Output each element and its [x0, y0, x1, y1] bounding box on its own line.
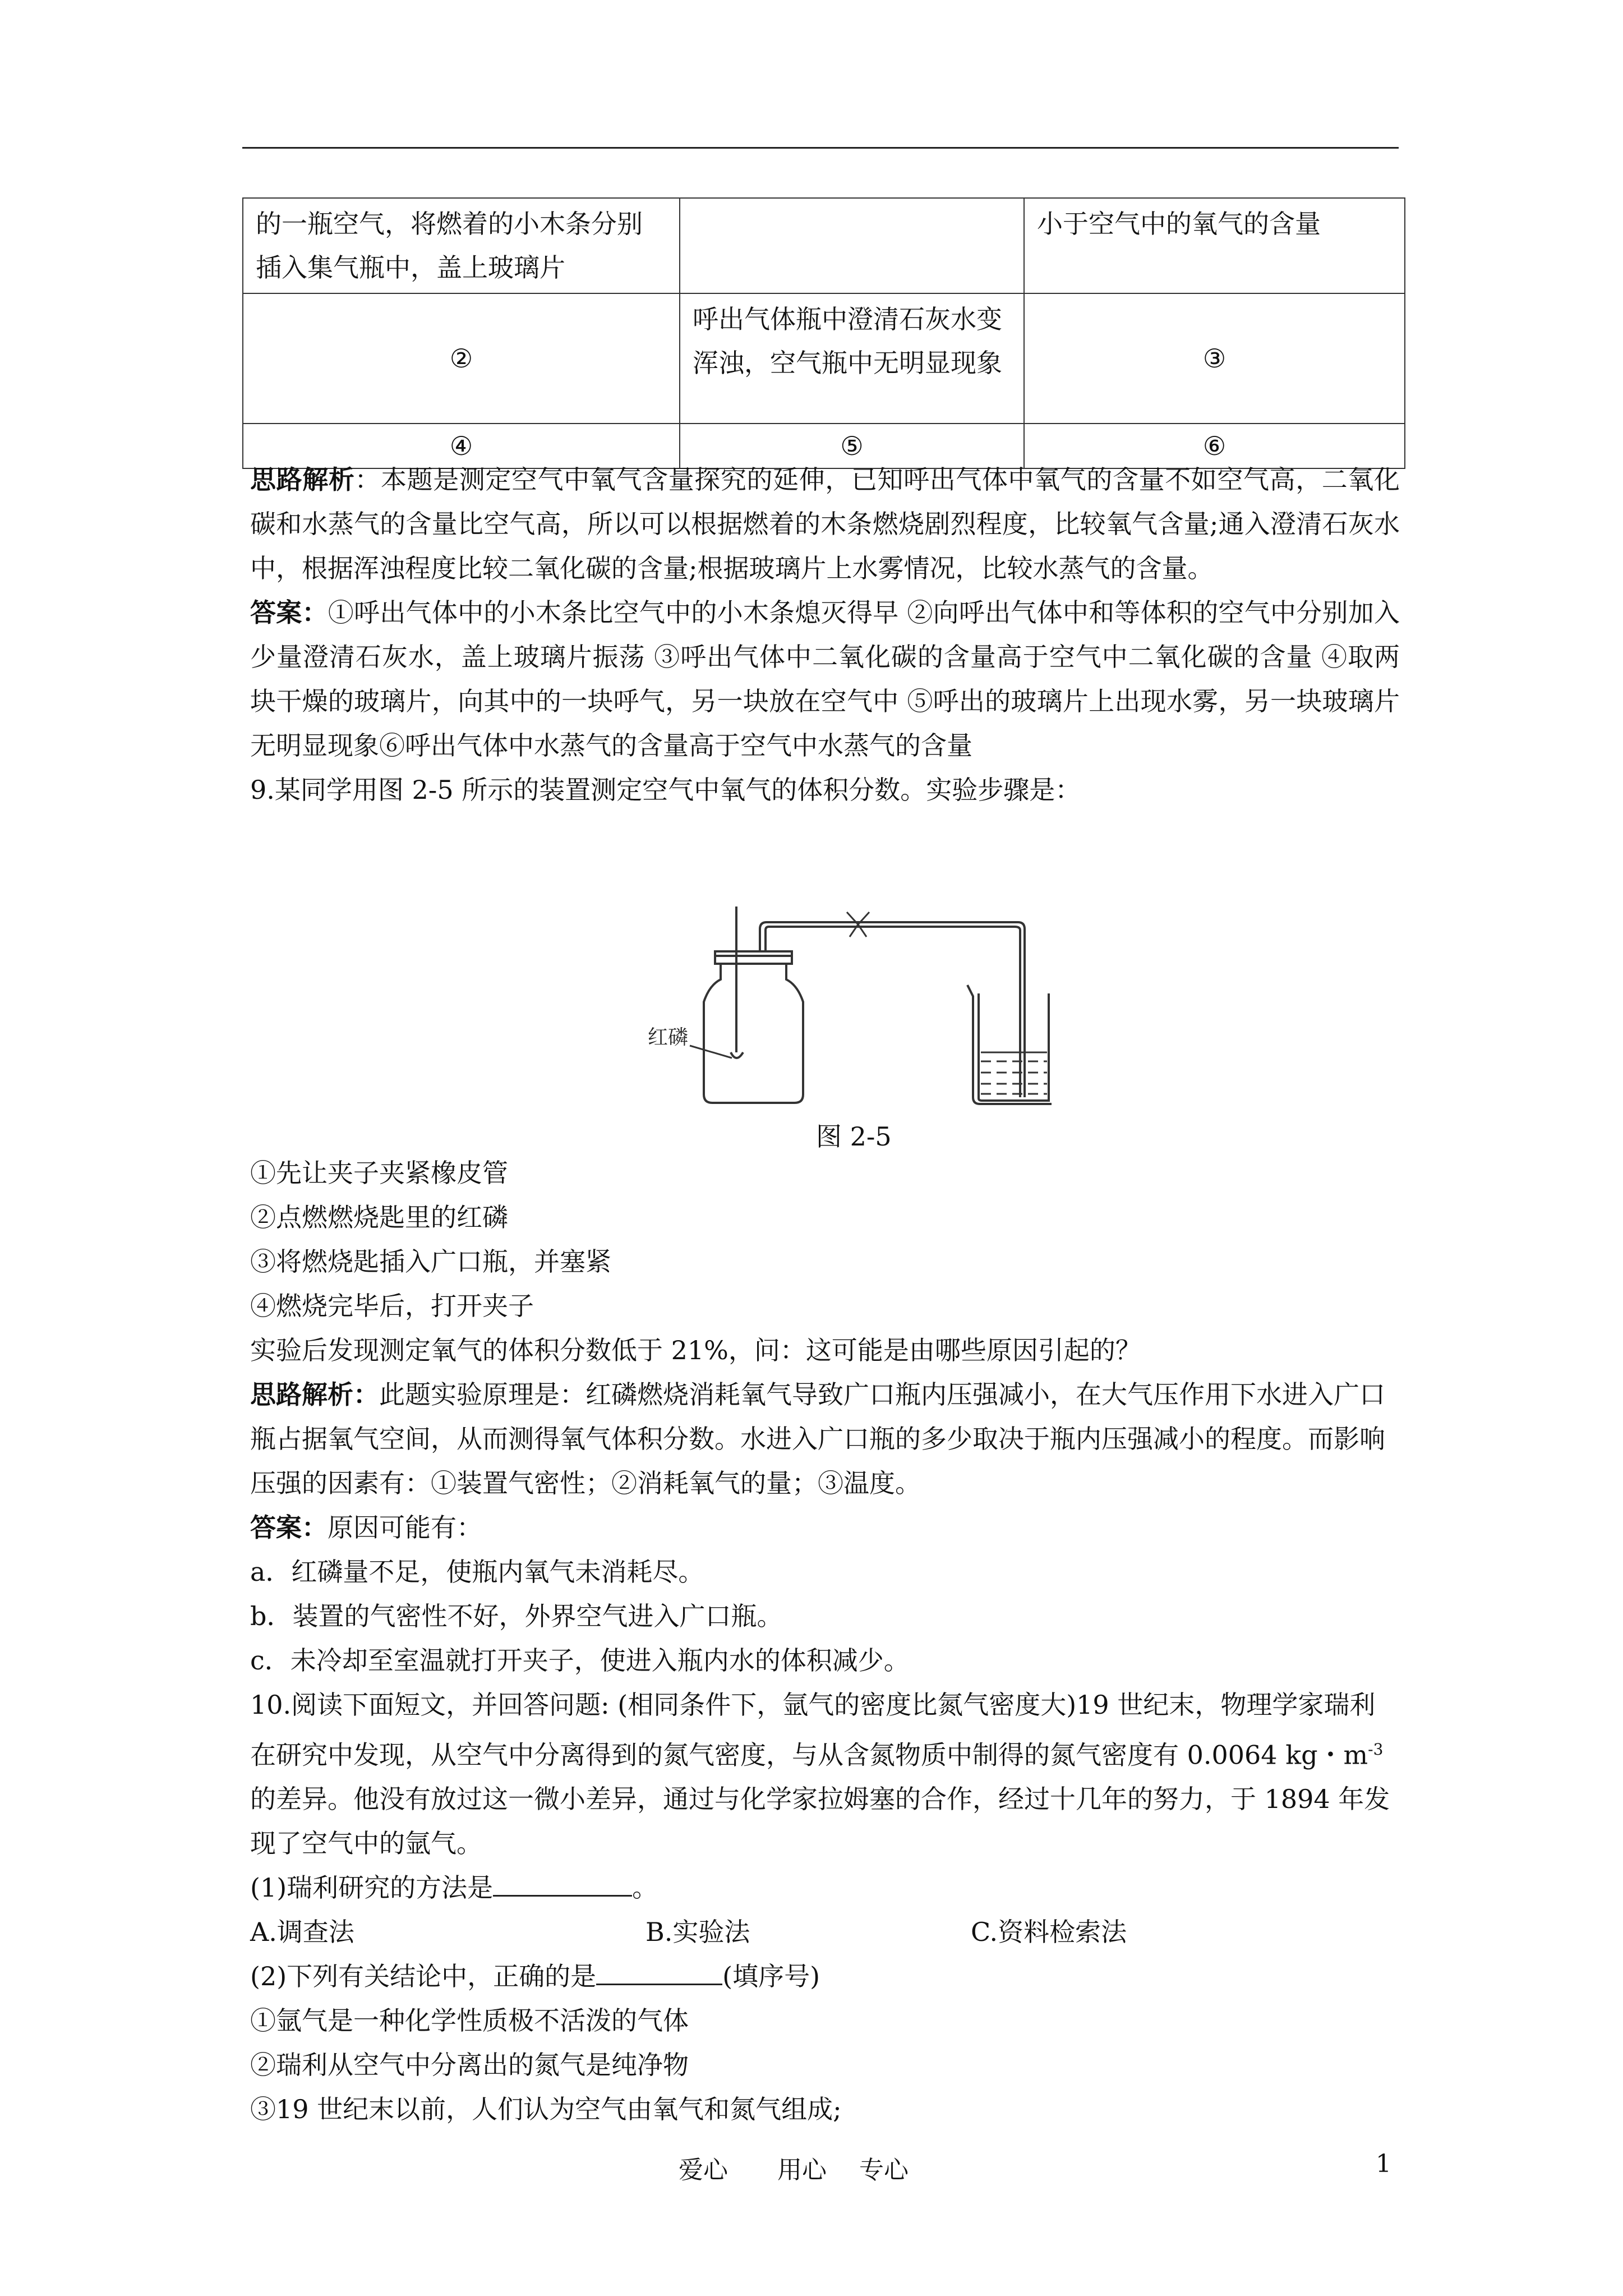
unit-exponent: -3 — [1368, 1740, 1384, 1759]
table-cell: ⑥ — [1024, 424, 1405, 468]
analysis-label: 思路解析 — [250, 464, 355, 495]
footer-motto: 爱心 用心 专心 — [679, 2156, 909, 2184]
clip — [847, 912, 869, 937]
question-8-solution — [250, 458, 1400, 812]
option-a: A.调查法 — [250, 1917, 354, 1948]
statement-item: ③19 世纪末以前，人们认为空气由氧气和氮气组成; — [250, 2094, 842, 2125]
reason-item: a．红磷量不足，使瓶内氧气未消耗尽。 — [250, 1557, 704, 1587]
sub-question-text: (1)瑞利研究的方法是 — [250, 1872, 494, 1903]
question-10-stem — [250, 1683, 1400, 1866]
step-item: ③将燃烧匙插入广口瓶，并塞紧 — [250, 1246, 611, 1277]
table-cell: 小于空气中的氧气的含量 — [1024, 198, 1405, 293]
answer-paragraph — [250, 1506, 1400, 1550]
experiment-table — [242, 197, 1405, 469]
sub-question-2 — [250, 1954, 1400, 1999]
connecting-tube — [760, 922, 1025, 1097]
table-cell: ③ — [1024, 293, 1405, 424]
options-row — [250, 1910, 1400, 1954]
table-cell: ⑤ — [680, 424, 1024, 468]
answer-text: 原因可能有： — [328, 1512, 482, 1543]
stem-text: 的差异。他没有放过这一微小差异，通过与化学家拉姆塞的合作，经过十几年的努力，于 1894 年发现了空气中的氩气。 — [250, 1784, 1390, 1859]
bottle-outline — [704, 963, 803, 1103]
analysis-text: 此题实验原理是：红磷燃烧消耗氧气导致广口瓶内压强减小，在大气压作用下水进入广口瓶占据氧气空间，从而测得氧气体积分数。水进入广口瓶的多少取决于瓶内压强减小的程度。而影响压强的因素有：①装置气密性；②消耗氧气的量；③温度。 — [250, 1379, 1385, 1498]
figure-caption: 图 2-5 — [816, 1121, 892, 1152]
table-cell — [680, 198, 1024, 293]
statement-item: ②瑞利从空气中分离出的氮气是纯净物 — [250, 2050, 689, 2081]
step-item: ①先让夹子夹紧橡皮管 — [250, 1158, 508, 1188]
reason-item: b．装置的气密性不好，外界空气进入广口瓶。 — [250, 1601, 783, 1631]
analysis-text: ：本题是测定空气中氧气含量探究的延伸，已知呼出气体中氧气的含量不如空气高，二氧化碳和水蒸气的含量比空气高，所以可以根据燃着的木条燃烧剧烈程度，比较氧气含量;通入澄清石灰水中，根据浑浊程度比较二氧化碳的含量;根据玻璃片上水雾情况，比较水蒸气的含量。 — [250, 464, 1400, 583]
stem-text: 10.阅读下面短文，并回答问题: (相同条件下，氩气的密度比氮气密度大)19 世纪末，物理学家瑞利在研究中发现，从空气中分离得到的氮气密度，与从含氮物质中制得的氮气密度有 0.0064 kg・m — [250, 1690, 1376, 1770]
sub-question-text: (2)下列有关结论中，正确的是 — [250, 1961, 597, 1992]
stopper — [715, 951, 792, 964]
header-rule — [242, 147, 1399, 149]
reason-item: c．未冷却至室温就打开夹子，使进入瓶内水的体积减少。 — [250, 1645, 910, 1676]
table-cell: ② — [243, 293, 680, 424]
sub-question-text: 。 — [632, 1872, 658, 1903]
option-c: C.资料检索法 — [971, 1917, 1127, 1948]
table-cell: ④ — [243, 424, 680, 468]
question-9-10 — [250, 1151, 1400, 2132]
table-row — [243, 293, 1405, 424]
sub-question-text: (填序号) — [722, 1961, 820, 1992]
step-item: ④燃烧完毕后，打开夹子 — [250, 1291, 534, 1321]
analysis-paragraph — [250, 458, 1400, 591]
answer-label: 答案： — [250, 597, 328, 628]
figure-label-red-phosphorus: 红磷 — [648, 1025, 689, 1048]
table-row — [243, 198, 1405, 293]
table-cell: 的一瓶空气，将燃着的小木条分别插入集气瓶中，盖上玻璃片 — [243, 198, 680, 293]
question-9-stem: 9.某同学用图 2-5 所示的装置测定空气中氧气的体积分数。实验步骤是： — [250, 775, 1081, 805]
apparatus-figure — [648, 895, 1052, 1108]
question-9-question: 实验后发现测定氧气的体积分数低于 21%，问：这可能是由哪些原因引起的？ — [250, 1335, 1141, 1365]
page-number: 1 — [1376, 2150, 1391, 2178]
analysis-label: 思路解析： — [250, 1379, 379, 1410]
answer-text: ①呼出气体中的小木条比空气中的小木条熄灭得早 ②向呼出气体中和等体积的空气中分别加入少量澄清石灰水，盖上玻璃片振荡 ③呼出气体中二氧化碳的含量高于空气中二氧化碳的含量 ④取两块干燥的玻璃片，向其中的一块呼气，另一块放在空气中 ⑤呼出的玻璃片上出现水雾，另一块玻璃片无明显现象⑥呼出气体中水蒸气的含量高于空气中水蒸气的含量 — [250, 597, 1400, 761]
answer-blank[interactable] — [493, 1872, 632, 1897]
answer-label: 答案： — [250, 1512, 328, 1543]
beaker-outline — [967, 985, 1052, 1104]
analysis-paragraph — [250, 1373, 1400, 1506]
step-item: ②点燃燃烧匙里的红磷 — [250, 1202, 508, 1232]
option-b: B.实验法 — [645, 1917, 750, 1948]
table-cell: 呼出气体瓶中澄清石灰水变浑浊，空气瓶中无明显现象 — [680, 293, 1024, 424]
sub-question-1 — [250, 1866, 1400, 1910]
answer-paragraph — [250, 591, 1400, 768]
answer-blank[interactable] — [596, 1961, 722, 1985]
statement-item: ①氩气是一种化学性质极不活泼的气体 — [250, 2005, 689, 2036]
